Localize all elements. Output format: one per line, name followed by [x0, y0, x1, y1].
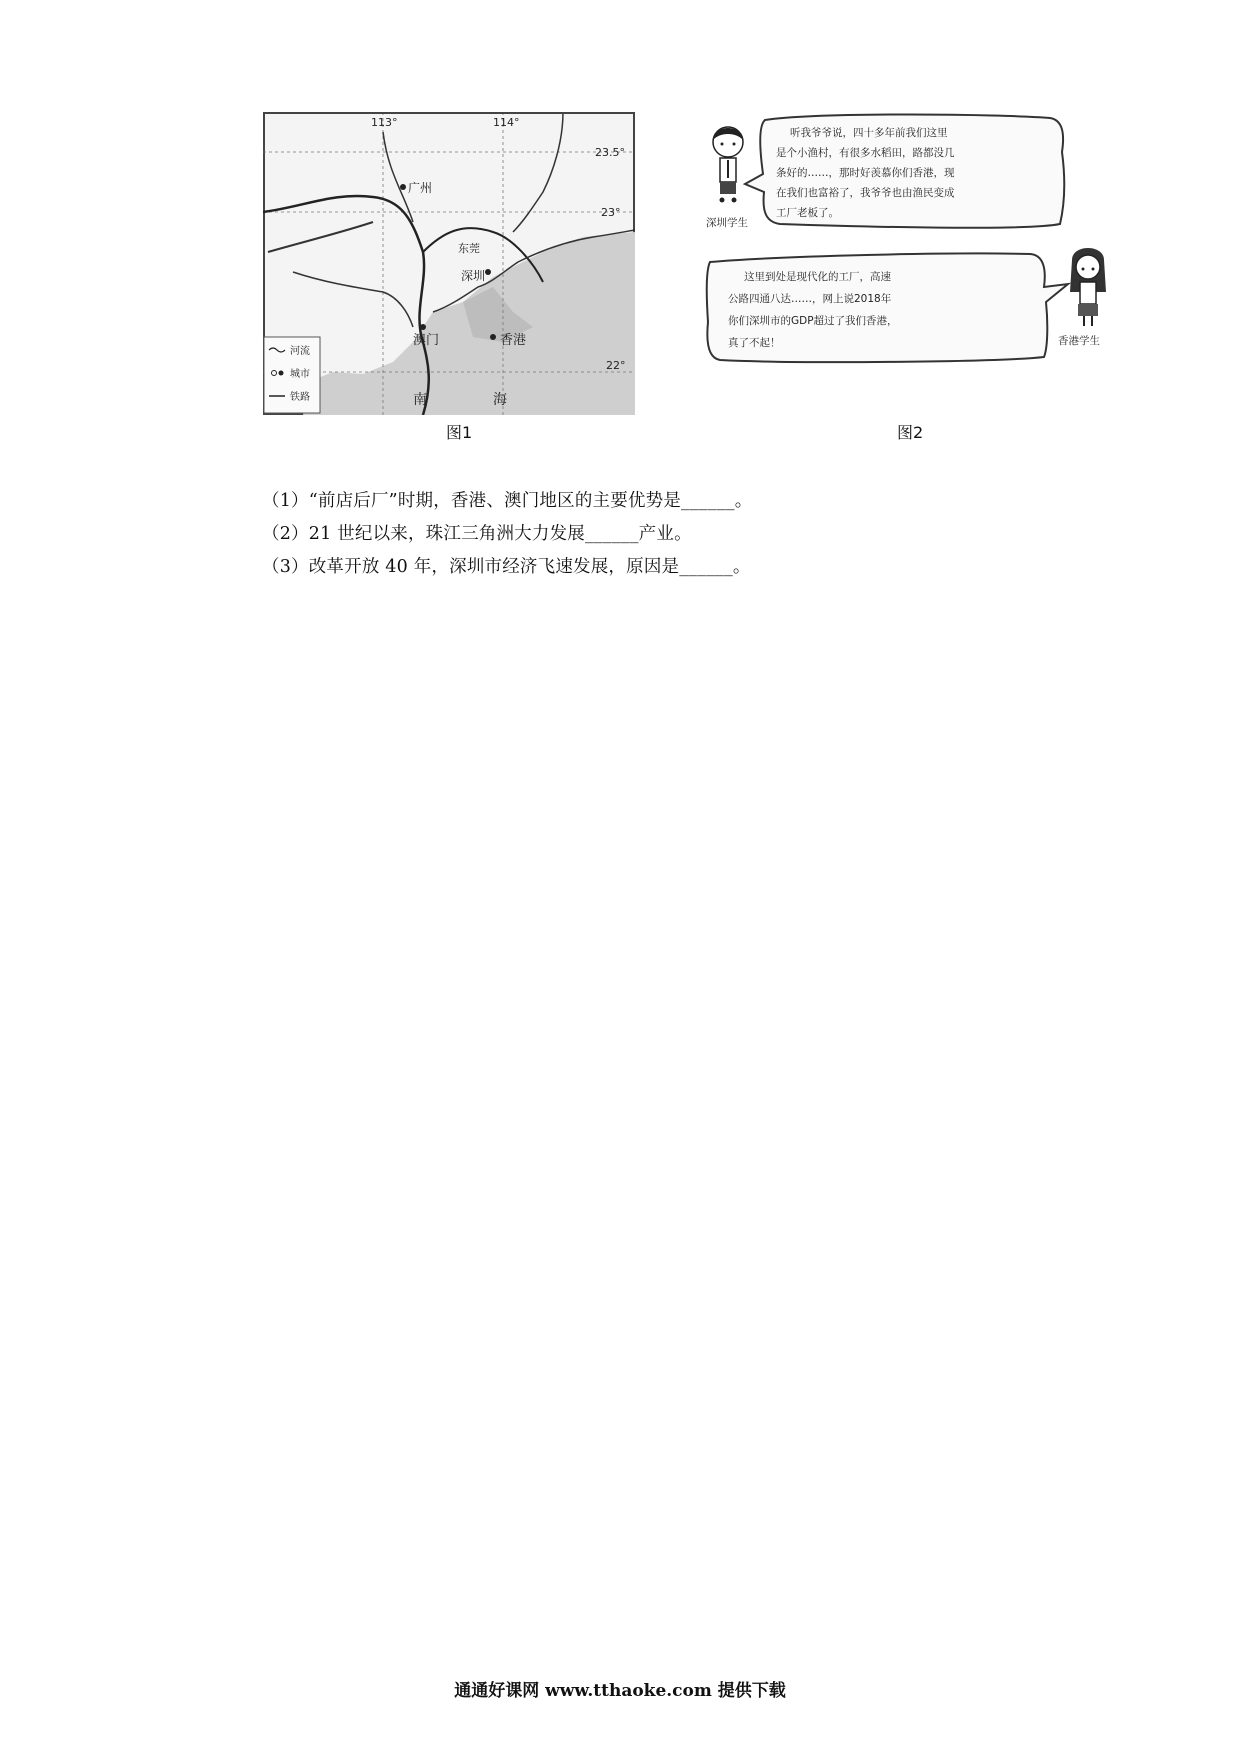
- bubble1-line-2: 是个小渔村，有很多水稻田，路都没几: [776, 147, 955, 159]
- city-hongkong: 香港: [500, 333, 527, 348]
- figure1-caption: 图1: [446, 423, 473, 442]
- figure2-caption: 图2: [897, 423, 924, 442]
- lat-label-23: 23°: [601, 206, 621, 219]
- pearl-river-delta-map: [263, 112, 635, 415]
- legend-railway: 铁路: [290, 392, 310, 403]
- lat-label-23-5: 23.5°: [595, 146, 625, 159]
- bubble2-line-3: 你们深圳市的GDP超过了我们香港，: [728, 315, 898, 327]
- question-1: （1）“前店后厂”时期，香港、澳门地区的主要优势是______。: [262, 491, 753, 511]
- hongkong-marker: [490, 334, 496, 340]
- bubble1-line-3: 条好的……，那时好羡慕你们香港，现: [776, 167, 955, 179]
- hongkong-student-label: 香港学生: [1058, 335, 1100, 347]
- lon-label-114: 114°: [493, 116, 520, 129]
- shenzhen-student-figure: [713, 127, 743, 203]
- question-2: （2）21 世纪以来，珠江三角洲大力发展______产业。: [262, 524, 692, 544]
- bubble1-line-4: 在我们也富裕了，我爷爷也由渔民变成: [776, 187, 955, 199]
- guangzhou-marker: [400, 184, 406, 190]
- bubble1-line-1: 听我爷爷说，四十多年前我们这里: [790, 127, 948, 139]
- bubble1-line-5: 工厂老板了。: [776, 207, 839, 219]
- bubble2-line-1: 这里到处是现代化的工厂，高速: [744, 271, 891, 283]
- city-macau: 澳门: [413, 333, 440, 348]
- legend-city: 城市: [290, 369, 310, 380]
- bubble2-line-4: 真了不起！: [728, 337, 781, 349]
- city-dongguan: 东莞: [458, 242, 480, 255]
- shenzhen-student-label: 深圳学生: [706, 217, 748, 229]
- city-shenzhen: 深圳: [461, 269, 486, 283]
- sea-label-hai: 海: [493, 392, 507, 408]
- bubble2-line-2: 公路四通八达……，网上说2018年: [728, 293, 892, 305]
- page-footer: 通通好课网 www.tthaoke.com 提供下载: [454, 1681, 786, 1701]
- lon-label-113: 113°: [371, 116, 398, 129]
- shenzhen-marker: [485, 269, 491, 275]
- question-3: （3）改革开放 40 年，深圳市经济飞速发展，原因是______。: [262, 557, 751, 577]
- legend-river: 河流: [290, 346, 310, 357]
- map-legend: [264, 337, 320, 413]
- lat-label-22: 22°: [606, 359, 626, 372]
- macau-marker: [420, 324, 426, 330]
- city-guangzhou: 广州: [408, 181, 433, 195]
- hongkong-student-figure: [1070, 248, 1106, 326]
- sea-label-nan: 南: [413, 392, 427, 408]
- students-dialogue: [700, 112, 1120, 392]
